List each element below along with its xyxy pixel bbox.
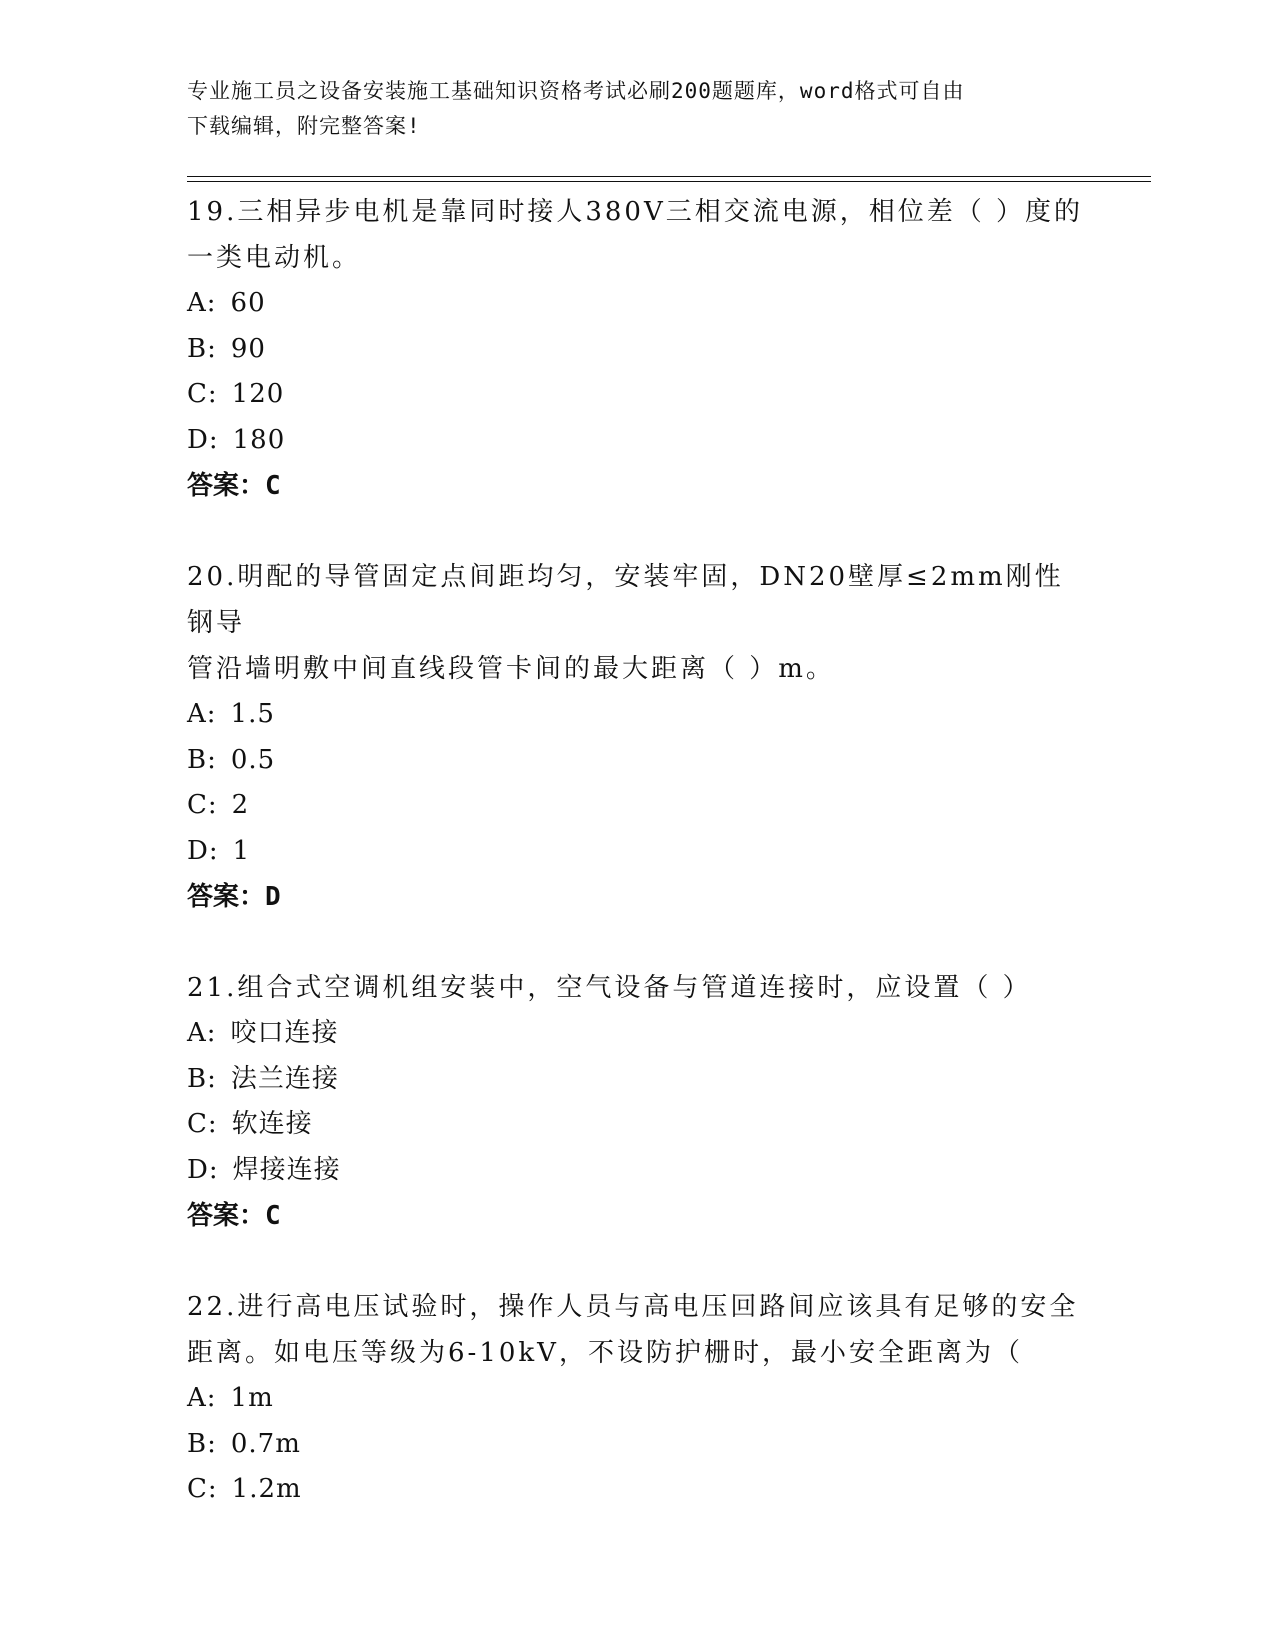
option-b: B: 90 [187,327,1087,373]
option-text: 0.5 [230,744,276,775]
answer-value: C [265,1201,281,1231]
option-text: 60 [230,288,266,318]
option-text: 90 [230,333,266,364]
option-letter: B [187,744,208,775]
option-text: 1.5 [230,699,275,729]
option-c: C: 120 [187,372,1087,418]
option-letter: A [187,1018,207,1048]
option-b: B: 0.7m [187,1422,1087,1468]
option-letter: A [187,1383,207,1413]
option-letter: B [187,1428,208,1459]
option-letter: B [187,1063,208,1094]
header-divider-bottom [187,181,1151,182]
option-text: 1 [232,835,251,866]
answer-line [187,463,1087,509]
document-header [187,74,1087,144]
answer-line [187,874,1087,920]
question-stem-line-2: 管沿墙明敷中间直线段管卡间的最大距离（ ）m。 [187,654,835,684]
option-letter: C [187,1109,208,1139]
option-text: 1.2m [231,1474,302,1504]
option-letter: D [187,835,209,866]
option-text: 1m [230,1383,274,1413]
option-letter: B [187,333,208,364]
question-19 [187,189,1087,509]
option-a: A: 1m [187,1376,1087,1422]
option-d: D: 180 [187,418,1087,464]
question-stem-line-1: 22.进行高电压试验时，操作人员与高电压回路间应该具有足够的安全 [187,1292,1079,1322]
option-text: 咬口连接 [230,1018,339,1048]
question-stem [187,1284,1087,1376]
header-divider-top [187,176,1151,177]
option-letter: D [187,1154,209,1185]
question-21 [187,965,1087,1239]
option-text: 法兰连接 [230,1063,339,1094]
question-stem-line-1: 20.明配的导管固定点间距均匀，安装牢固，DN20壁厚≤2mm刚性钢导 [187,562,1064,638]
question-list [187,189,1087,1558]
answer-label: 答案： [187,1201,266,1231]
option-b: B: 法兰连接 [187,1057,1087,1103]
question-stem [187,554,1087,692]
question-stem-line-2: 一类电动机。 [187,243,362,273]
option-letter: C [187,1474,208,1504]
header-title-line-1: 专业施工员之设备安装施工基础知识资格考试必刷200题题库，word格式可自由 [187,79,965,103]
option-letter: D [187,424,209,455]
option-letter: C [187,379,208,409]
question-stem-line-1: 19.三相异步电机是靠同时接人380V三相交流电源，相位差（ ）度的 [187,197,1084,227]
option-letter: A [187,288,207,318]
option-text: 0.7m [230,1428,301,1459]
option-a: A: 60 [187,281,1087,327]
question-20 [187,554,1087,920]
option-text: 180 [232,424,286,455]
answer-value: D [265,882,281,912]
option-c: C: 软连接 [187,1102,1087,1148]
option-a: A: 咬口连接 [187,1011,1087,1057]
option-text: 焊接连接 [232,1154,341,1185]
question-stem-line-2: 距离。如电压等级为6-10kV，不设防护栅时，最小安全距离为（ [187,1338,1023,1368]
option-a: A: 1.5 [187,692,1087,738]
option-c: C: 2 [187,783,1087,829]
option-b: B: 0.5 [187,738,1087,784]
option-d: D: 1 [187,829,1087,875]
question-stem [187,965,1087,1011]
option-text: 软连接 [231,1109,313,1139]
answer-line [187,1193,1087,1239]
option-text: 2 [231,790,250,820]
option-c: C: 1.2m [187,1467,1087,1513]
question-stem-line-1: 21.组合式空调机组安装中，空气设备与管道连接时，应设置（ ） [187,973,1032,1003]
question-stem [187,189,1087,281]
answer-label: 答案： [187,471,266,501]
option-text: 120 [231,379,285,409]
option-letter: A [187,699,207,729]
option-d: D: 焊接连接 [187,1148,1087,1194]
answer-value: C [265,471,281,501]
question-22 [187,1284,1087,1513]
header-title-line-2: 下载编辑，附完整答案! [187,114,421,138]
answer-label: 答案： [187,882,266,912]
option-letter: C [187,790,208,820]
